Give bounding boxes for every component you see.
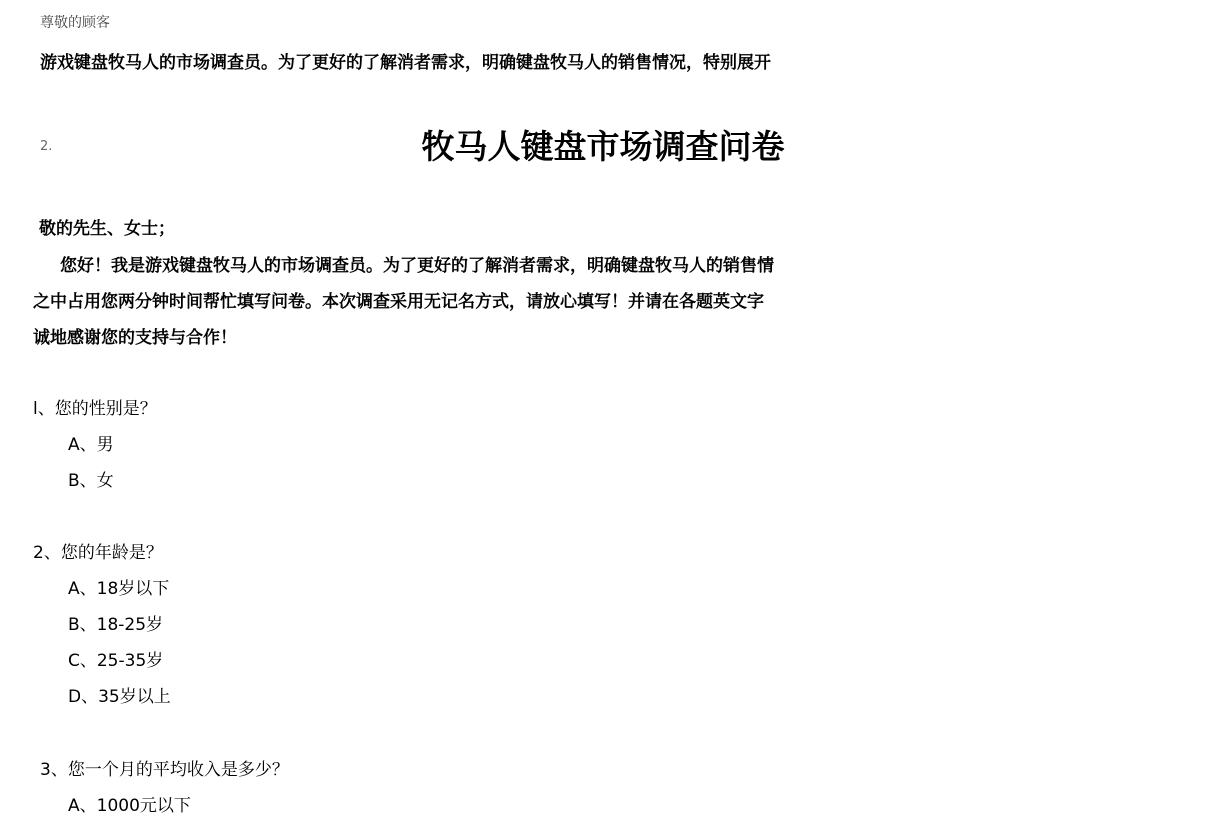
option-item: B、18-25岁 <box>68 615 164 635</box>
question-income: 3、您一个月的平均收入是多少？ <box>40 760 289 780</box>
letter-paragraph-line: 诚地感谢您的支持与合作！ <box>33 328 237 348</box>
option-item: C、25-35岁 <box>68 651 164 671</box>
intro-text: 游戏键盘牧马人的市场调查员。为了更好的了解消者需求，明确键盘牧马人的销售情况，特别展开 <box>40 53 771 73</box>
option-item: A、1000元以下 <box>68 796 191 816</box>
option-item: A、18岁以下 <box>68 579 170 599</box>
letter-paragraph-line: 您好！我是游戏键盘牧马人的市场调查员。为了更好的了解消者需求，明确键盘牧马人的销售情 <box>60 256 774 276</box>
page-number: 2. <box>40 139 53 154</box>
option-item: B、女 <box>68 471 114 491</box>
question-gender: l、您的性别是？ <box>33 399 157 419</box>
letter-greeting: 敬的先生、女士； <box>39 219 175 239</box>
option-item: A、男 <box>68 435 114 455</box>
question-age: 2、您的年龄是？ <box>33 543 163 563</box>
option-item: D、35岁以上 <box>68 687 171 707</box>
salutation-text: 尊敬的顾客 <box>40 15 110 31</box>
page-title: 牧马人键盘市场调查问卷 <box>421 127 785 166</box>
letter-paragraph-line: 之中占用您两分钟时间帮忙填写问卷。本次调查采用无记名方式，请放心填写！并请在各题英文字 <box>33 292 764 312</box>
